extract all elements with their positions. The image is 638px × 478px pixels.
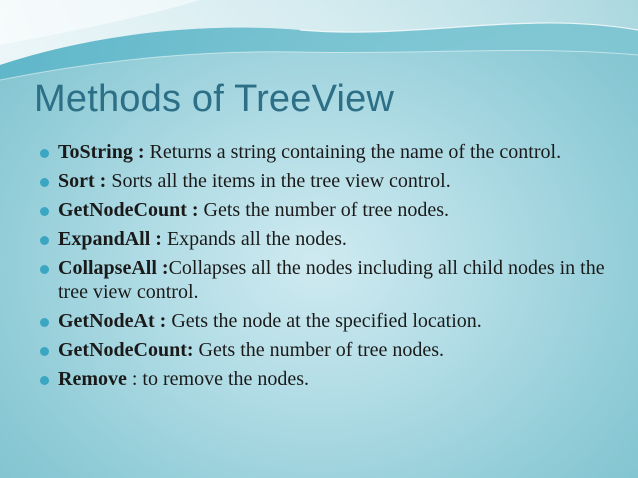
- bullet-description: Collapses all the nodes including all child nodes in the tree view control.: [58, 257, 605, 303]
- bullet-description: Gets the number of tree nodes.: [193, 339, 445, 361]
- bullet-term: Sort :: [58, 170, 107, 192]
- bullet-term: CollapseAll :: [58, 257, 169, 279]
- bullet-item: [40, 227, 620, 251]
- bullet-dot-icon: [40, 178, 49, 187]
- bullet-item: [40, 338, 620, 362]
- bullet-term: Remove: [58, 368, 127, 390]
- bullet-description: Gets the node at the specified location.: [166, 310, 482, 332]
- bullet-description: Expands all the nodes.: [161, 228, 347, 250]
- bullet-dot-icon: [40, 207, 49, 216]
- bullet-description: Gets the number of tree nodes.: [198, 199, 450, 221]
- slide-title: Methods of TreeView: [34, 78, 395, 120]
- bullet-term: ToString :: [58, 141, 145, 163]
- bullet-item: [40, 367, 620, 391]
- bullet-term: GetNodeCount:: [58, 339, 194, 361]
- bullet-item: [40, 169, 620, 193]
- bullet-term: GetNodeCount :: [58, 199, 199, 221]
- bullet-item: [40, 198, 620, 222]
- bullet-description: Returns a string containing the name of the control.: [144, 141, 562, 163]
- bullet-term: GetNodeAt :: [58, 310, 167, 332]
- bullet-dot-icon: [40, 318, 49, 327]
- bullet-item: [40, 140, 620, 164]
- bullet-dot-icon: [40, 376, 49, 385]
- bullet-term: ExpandAll :: [58, 228, 162, 250]
- bullet-dot-icon: [40, 236, 49, 245]
- bullet-description: Sorts all the items in the tree view control.: [106, 170, 451, 192]
- bullet-list: [40, 140, 620, 396]
- bullet-item: [40, 309, 620, 333]
- bullet-dot-icon: [40, 149, 49, 158]
- bullet-description: : to remove the nodes.: [126, 368, 310, 390]
- bullet-dot-icon: [40, 347, 49, 356]
- bullet-item: [40, 256, 620, 304]
- bullet-dot-icon: [40, 265, 49, 274]
